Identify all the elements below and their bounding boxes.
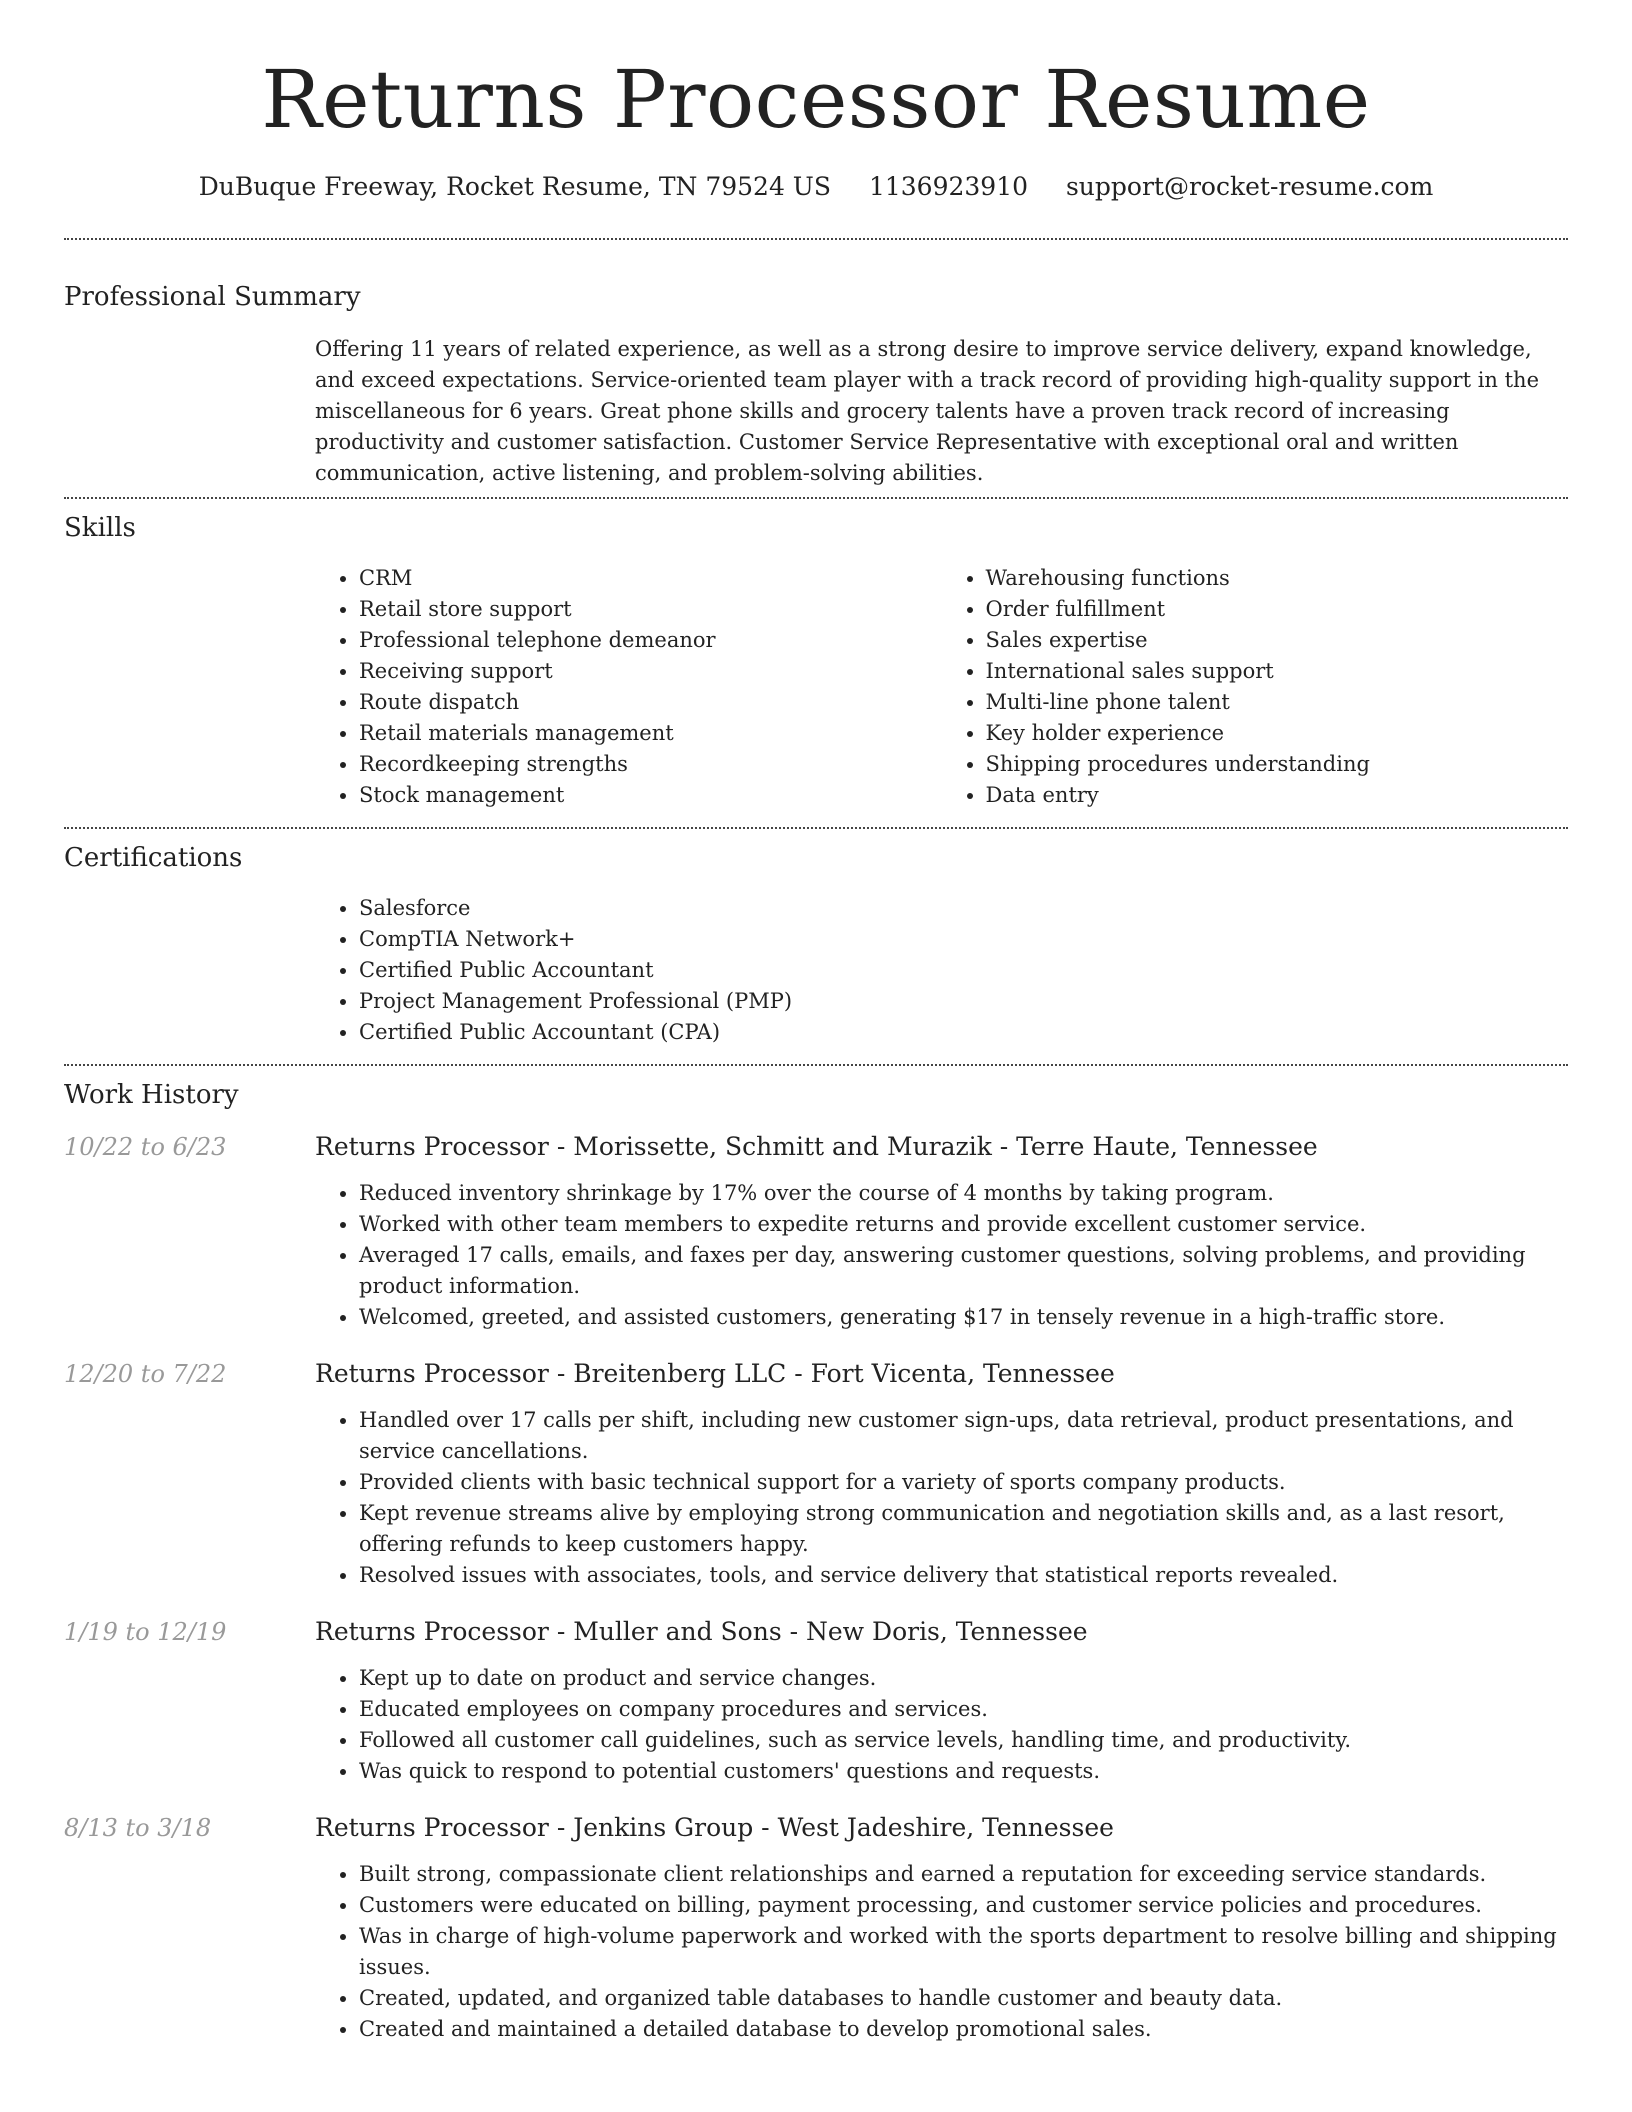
certifications-list	[315, 893, 1568, 1048]
job-dates: 12/20 to 7/22	[64, 1360, 227, 1388]
skill-item: • Key holder experience	[986, 718, 1569, 749]
job-bullet: • Created and maintained a detailed database to develop promotional sales.	[359, 2014, 1568, 2045]
job-bullet: • Handled over 17 calls per shift, including new customer sign-ups, data retrieval, product presentations, and service cancellations.	[359, 1405, 1568, 1467]
contact-phone: 1136923910	[868, 172, 1029, 201]
job-details	[315, 1615, 1568, 1787]
job-bullet: • Averaged 17 calls, emails, and faxes per day, answering customer questions, solving problems, and providing product information.	[359, 1240, 1568, 1302]
skills-list-right	[942, 563, 1569, 811]
job-dates: 1/19 to 12/19	[64, 1618, 227, 1646]
job-entry	[64, 1130, 1568, 1333]
skill-item: • Route dispatch	[359, 687, 942, 718]
job-bullet: • Kept up to date on product and service changes.	[359, 1663, 1568, 1694]
certification-item: • Project Management Professional (PMP)	[359, 986, 1568, 1017]
job-bullet: • Followed all customer call guidelines, such as service levels, handling time, and productivity.	[359, 1725, 1568, 1756]
job-bullet: • Educated employees on company procedures and services.	[359, 1694, 1568, 1725]
job-dates: 8/13 to 3/18	[64, 1814, 212, 1842]
summary-text: Offering 11 years of related experience, as well as a strong desire to improve service delivery, expand knowledge, and exceed expectations. Service-oriented team player with a track record of providing high-quality support in the miscellaneous for 6 years. Great phone skills and grocery talents have a proven track record of increasing productivity and customer satisfaction. Customer Service Representative with exceptional oral and written communication, active listening, and problem-solving abilities.	[315, 337, 1539, 485]
skill-item: • Sales expertise	[986, 625, 1569, 656]
job-bullet: • Created, updated, and organized table databases to handle customer and beauty data.	[359, 1983, 1568, 2014]
job-bullet: • Provided clients with basic technical support for a variety of sports company products.	[359, 1467, 1568, 1498]
job-title: Returns Processor - Morissette, Schmitt and Murazik - Terre Haute, Tennessee	[315, 1132, 1318, 1161]
skill-item: • Order fulfillment	[986, 594, 1569, 625]
job-bullets	[315, 1405, 1568, 1591]
job-details	[315, 1130, 1568, 1333]
job-bullet: • Welcomed, greeted, and assisted customers, generating $17 in tensely revenue in a high-traffic store.	[359, 1302, 1568, 1333]
certifications-heading: Certifications	[64, 843, 243, 873]
contact-line	[64, 170, 1568, 204]
summary-section	[64, 240, 1568, 489]
skill-item: • Professional telephone demeanor	[359, 625, 942, 656]
job-bullet: • Was quick to respond to potential customers' questions and requests.	[359, 1756, 1568, 1787]
contact-address: DuBuque Freeway, Rocket Resume, TN 79524 US	[198, 172, 831, 201]
skill-item: • Recordkeeping strengths	[359, 749, 942, 780]
resume-title: Returns Processor Resume	[261, 53, 1371, 146]
job-bullet: • Resolved issues with associates, tools, and service delivery that statistical reports revealed.	[359, 1560, 1568, 1591]
job-entry	[64, 1615, 1568, 1787]
certifications-body	[315, 893, 1568, 1048]
job-bullet: • Customers were educated on billing, payment processing, and customer service policies and procedures.	[359, 1890, 1568, 1921]
job-dates: 10/22 to 6/23	[64, 1133, 227, 1161]
skill-item: • Receiving support	[359, 656, 942, 687]
skills-list-left	[315, 563, 942, 811]
job-bullet: • Kept revenue streams alive by employing strong communication and negotiation skills and, as a last resort, offering refunds to keep customers happy.	[359, 1498, 1568, 1560]
job-bullets	[315, 1663, 1568, 1787]
skill-item: • Retail materials management	[359, 718, 942, 749]
certification-item: • CompTIA Network+	[359, 924, 1568, 955]
job-bullet: • Built strong, compassionate client relationships and earned a reputation for exceeding service standards.	[359, 1859, 1568, 1890]
skill-item: • Stock management	[359, 780, 942, 811]
skill-item: • Warehousing functions	[986, 563, 1569, 594]
summary-heading: Professional Summary	[64, 282, 361, 312]
job-title: Returns Processor - Muller and Sons - New Doris, Tennessee	[315, 1617, 1088, 1646]
job-details	[315, 1811, 1568, 2045]
skill-item: • Retail store support	[359, 594, 942, 625]
skill-item: • Data entry	[986, 780, 1569, 811]
certification-item: • Salesforce	[359, 893, 1568, 924]
job-bullets	[315, 1859, 1568, 2045]
job-title: Returns Processor - Jenkins Group - West Jadeshire, Tennessee	[315, 1813, 1114, 1842]
skills-section	[64, 499, 1568, 827]
skill-item: • Shipping procedures understanding	[986, 749, 1569, 780]
jobs-list	[64, 1130, 1568, 2045]
contact-email: support@rocket-resume.com	[1065, 172, 1434, 201]
job-entry	[64, 1357, 1568, 1591]
job-bullet: • Reduced inventory shrinkage by 17% over the course of 4 months by taking program.	[359, 1178, 1568, 1209]
job-bullets	[315, 1178, 1568, 1333]
work-history-heading: Work History	[64, 1080, 239, 1110]
summary-body	[315, 334, 1568, 489]
skills-columns	[315, 563, 1568, 827]
skill-item: • Multi-line phone talent	[986, 687, 1569, 718]
job-details	[315, 1357, 1568, 1591]
certifications-section	[64, 829, 1568, 1048]
certification-item: • Certified Public Accountant (CPA)	[359, 1017, 1568, 1048]
skill-item: • CRM	[359, 563, 942, 594]
job-bullet: • Was in charge of high-volume paperwork and worked with the sports department to resolve billing and shipping issues.	[359, 1921, 1568, 1983]
skill-item: • International sales support	[986, 656, 1569, 687]
work-history-section	[64, 1066, 1568, 2045]
job-bullet: • Worked with other team members to expedite returns and provide excellent customer service.	[359, 1209, 1568, 1240]
certification-item: • Certified Public Accountant	[359, 955, 1568, 986]
job-title: Returns Processor - Breitenberg LLC - Fort Vicenta, Tennessee	[315, 1359, 1115, 1388]
skills-heading: Skills	[64, 513, 136, 543]
job-entry	[64, 1811, 1568, 2045]
